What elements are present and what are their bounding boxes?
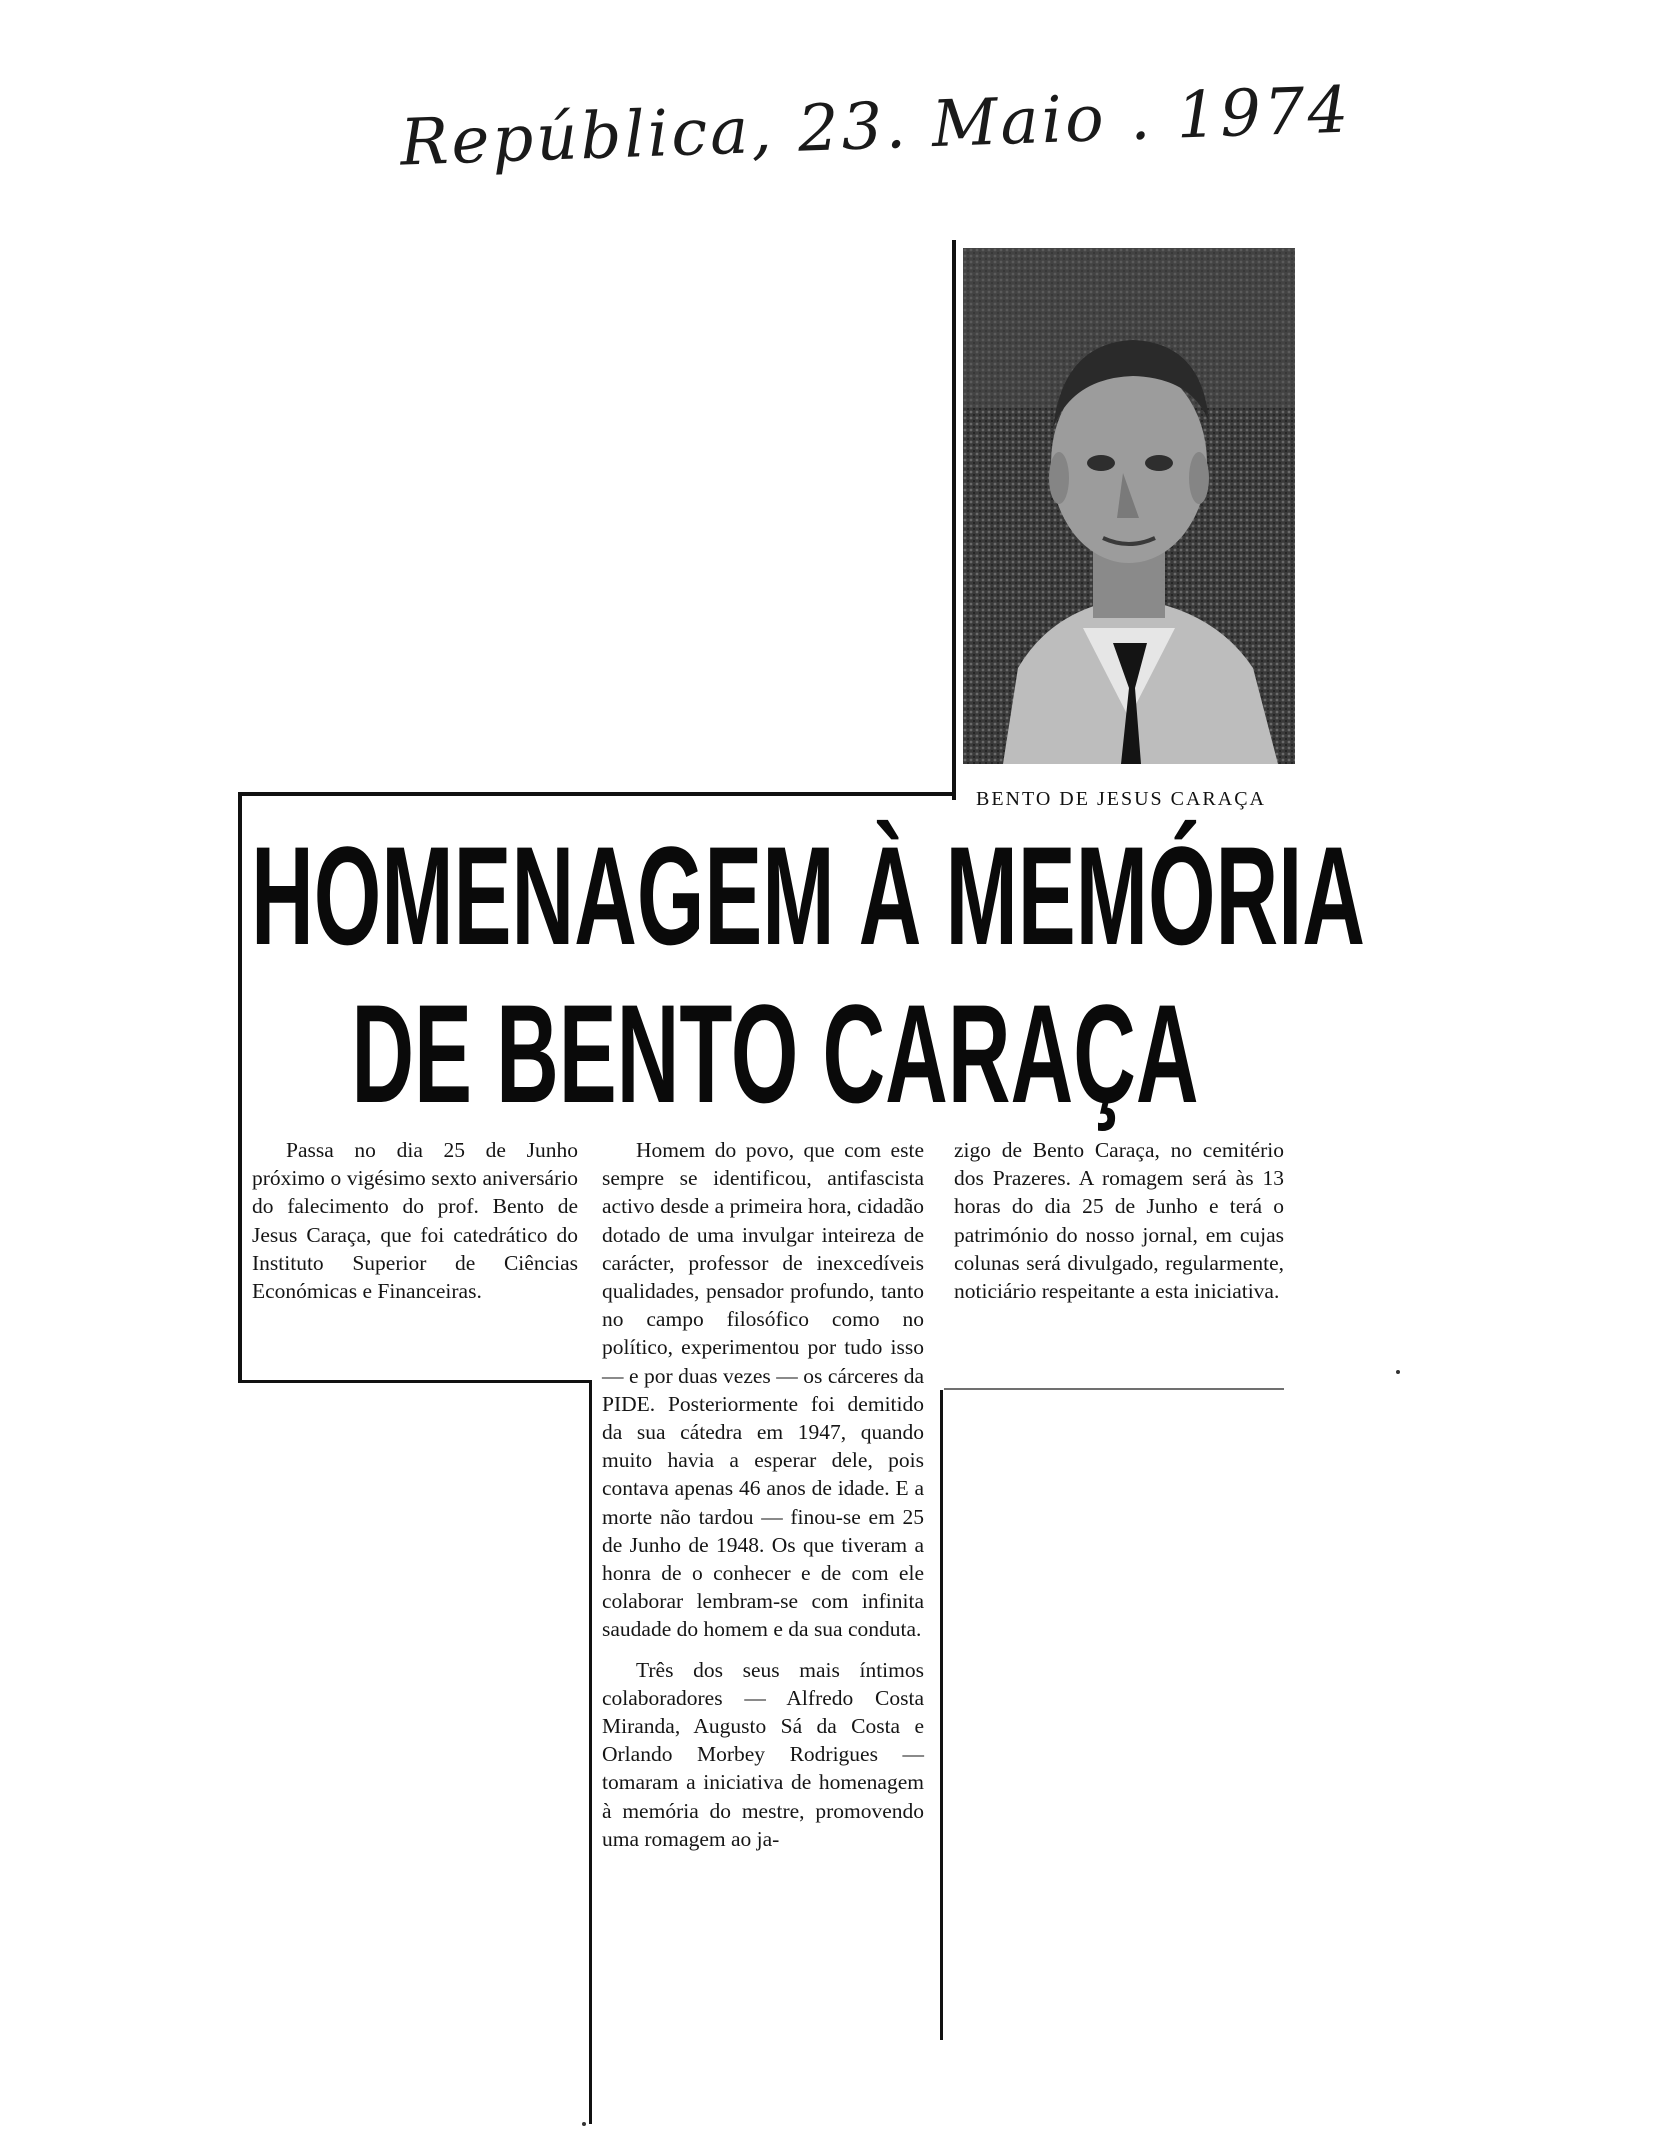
article-column-1 — [252, 1136, 578, 1305]
col2-right-rule — [940, 1390, 943, 2040]
article-left-rule — [238, 792, 242, 1382]
photo-left-rule — [952, 240, 956, 800]
headline-top-rule — [240, 792, 956, 796]
article-column-3 — [954, 1136, 1284, 1305]
portrait-illustration — [963, 248, 1295, 764]
column-3-paragraph: zigo de Bento Caraça, no cemitério dos Prazeres. A romagem será às 13 horas do dia 25 de Junho e terá o património do nosso jornal, em cujas colunas será divulgado, regularmente, noticiário respeitante a esta iniciativa. — [954, 1138, 1284, 1304]
portrait-photo — [963, 248, 1295, 764]
scan-speck — [1396, 1370, 1400, 1374]
column-1-paragraph: Passa no dia 25 de Junho próximo o vigésimo sexto aniversário do falecimento do prof. Bento de Jesus Caraça, que foi catedrático do Instituto Superior de Ciências Económicas e Financeiras. — [252, 1138, 578, 1304]
article-column-2 — [602, 1136, 924, 1853]
col3-bottom-rule — [944, 1388, 1284, 1390]
col1-bottom-rule — [238, 1380, 592, 1383]
article-headline — [251, 817, 1366, 1132]
handwritten-source-note: República, 23. Maio . 1974 — [398, 73, 1353, 181]
column-2-paragraph-1: Homem do povo, que com este sempre se identificou, antifascista activo desde a primeira hora, cidadão dotado de uma invulgar inteireza de carácter, professor de inexcedíveis qualidades, pensador profundo, tanto no campo filosófico como no político, experimentou por tudo isso — e por duas vezes — os cárceres da PIDE. Posteriormente foi demitido da sua cátedra em 1947, quando muito havia a esperar dele, pois contava apenas 46 anos de idade. E a morte não tardou — finou-se em 25 de Junho de 1948. Os que tiveram a honra de o conhecer e de com ele colaborar lembram-se com infinita saudade do homem e da sua conduta. — [602, 1138, 924, 1642]
column-2-paragraph-2: Três dos seus mais íntimos colaboradores — Alfredo Costa Miranda, Augusto Sá da Costa e Orlando Morbey Rodrigues — tomaram a iniciativa de homenagem à memória do mestre, promovendo uma romagem ao ja- — [602, 1657, 924, 1851]
col2-left-rule — [589, 1380, 592, 2124]
scan-speck — [582, 2122, 586, 2126]
headline-line-1: HOMENAGEM À MEMÓRIA — [251, 817, 1366, 974]
photo-caption: BENTO DE JESUS CARAÇA — [976, 788, 1266, 810]
headline-line-2: DE BENTO CARAÇA — [351, 975, 1199, 1132]
